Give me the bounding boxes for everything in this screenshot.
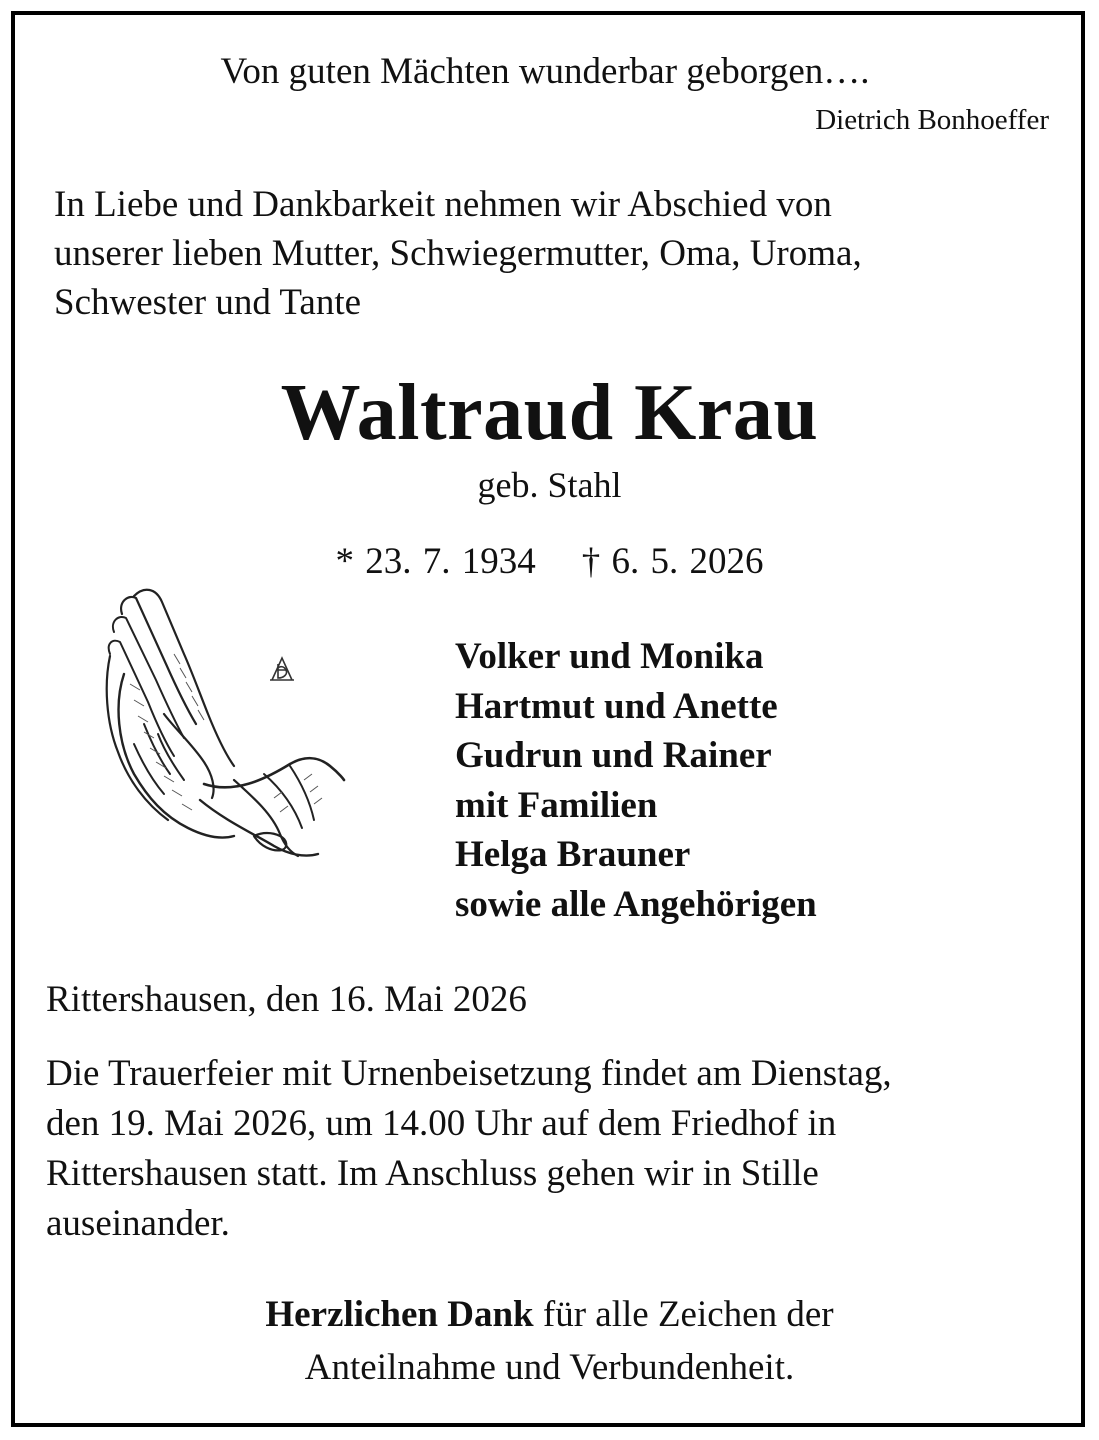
thanks-line-2: Anteilnahme und Verbundenheit.	[304, 1347, 795, 1388]
death-date: † 6. 5. 2026	[581, 541, 764, 582]
quote-author: Dietrich Bonhoeffer	[815, 104, 1049, 136]
deceased-name: Waltraud Krau	[280, 369, 819, 457]
mourner-line: mit Familien	[455, 784, 658, 826]
ceremony-line: Die Trauerfeier mit Urnenbeisetzung findet am Dienstag,	[46, 1053, 892, 1094]
thanks-rest: für alle Zeichen der	[533, 1294, 834, 1335]
thanks-line-1	[0, 1288, 1099, 1341]
place-date: Rittershausen, den 16. Mai 2026	[46, 979, 527, 1020]
quote-text: Von guten Mächten wunderbar geborgen….	[220, 51, 870, 92]
mourner-line: Gudrun und Rainer	[455, 735, 772, 776]
maiden-name: geb. Stahl	[477, 465, 622, 505]
praying-hands-icon	[104, 584, 350, 866]
thanks-text	[0, 1288, 1099, 1394]
thanks-bold: Herzlichen Dank	[265, 1294, 534, 1335]
mourner-line: sowie alle Angehörigen	[455, 883, 817, 925]
birth-date: * 23. 7. 1934	[335, 541, 536, 582]
intro-line: Schwester und Tante	[54, 282, 362, 323]
mourner-line: Helga Brauner	[455, 834, 691, 875]
mourner-line: Volker und Monika	[455, 636, 764, 677]
ceremony-line: auseinander.	[46, 1203, 230, 1244]
intro-line: In Liebe und Dankbarkeit nehmen wir Abschied von	[54, 184, 832, 225]
monogram	[270, 658, 294, 680]
intro-line: unserer lieben Mutter, Schwiegermutter, Oma, Uroma,	[54, 233, 862, 274]
ceremony-line: Rittershausen statt. Im Anschluss gehen wir in Stille	[46, 1153, 819, 1194]
mourner-line: Hartmut und Anette	[455, 685, 778, 727]
mourners-list	[455, 632, 817, 929]
ceremony-line: den 19. Mai 2026, um 14.00 Uhr auf dem Friedhof in	[46, 1103, 837, 1144]
intro-text	[54, 180, 1054, 327]
ceremony-text	[46, 1049, 1046, 1249]
life-dates	[0, 540, 1099, 583]
